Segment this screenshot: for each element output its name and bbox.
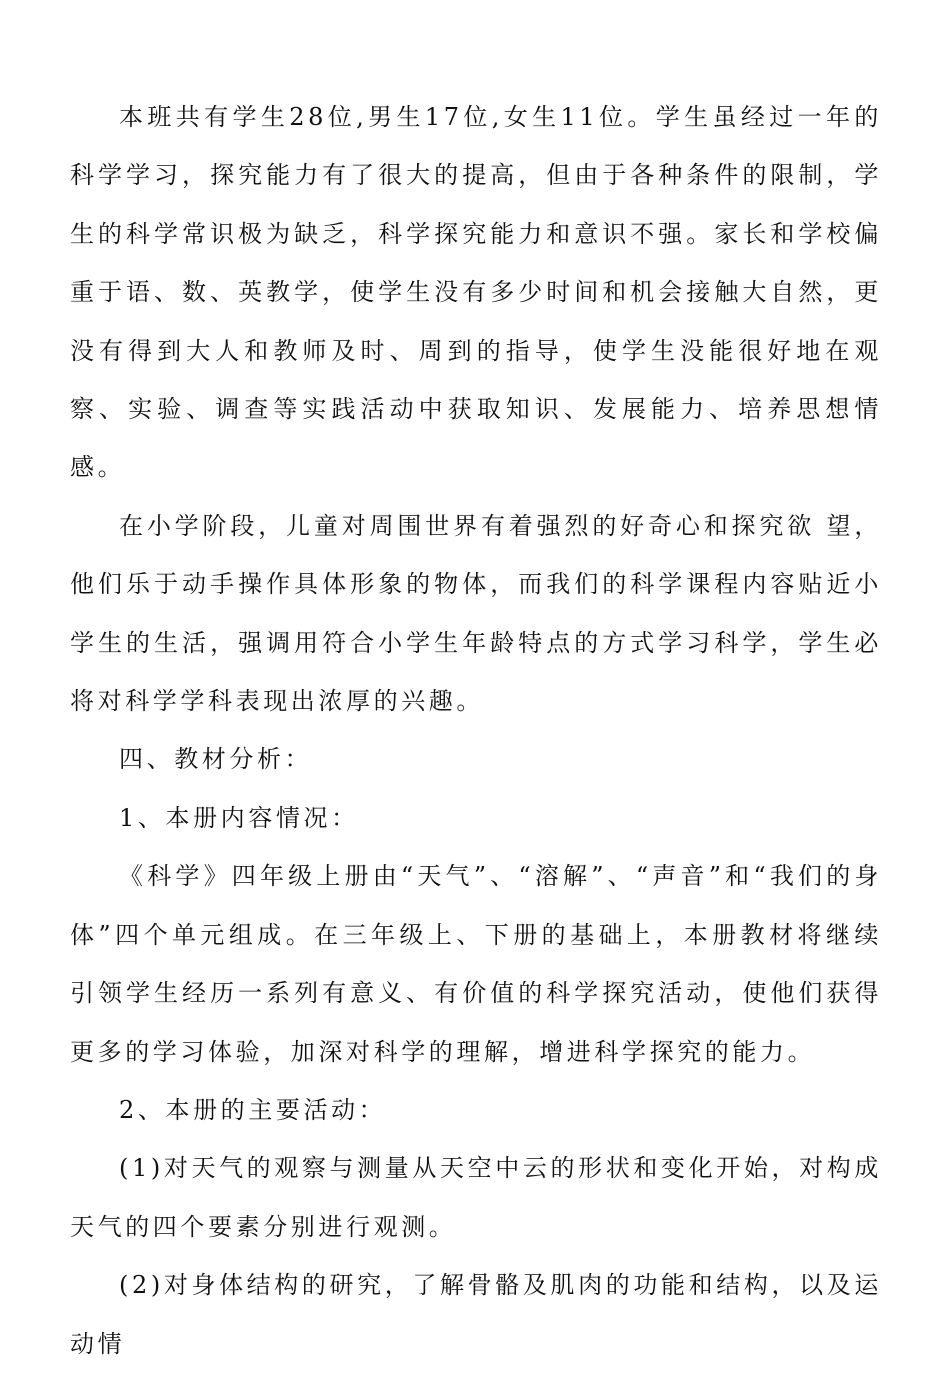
- paragraph-activity-weather: (1)对天气的观察与测量从天空中云的形状和变化开始，对构成天气的四个要素分别进行观测。: [70, 1154, 882, 1241]
- paragraph-volume-units: 《科学》四年级上册由“天气”、“溶解”、“声音”和“我们的身体”四个单元组成。在三年级上、下册的基础上，本册教材将继续引领学生经历一系列有意义、有价值的科学探究活动，使他们获得更多的学习体验，加深对科学的理解，增进科学探究的能力。: [70, 862, 882, 1066]
- subheading-volume-content: 1、本册内容情况：: [119, 803, 359, 832]
- subheading-main-activities: 2、本册的主要活动：: [119, 1095, 387, 1124]
- paragraph-child-interest: 在小学阶段，儿童对周围世界有着强烈的好奇心和探究欲 望，他们乐于动手操作具体形象的物体，而我们的科学课程内容贴近小学生的生活，强调用符合小学生年龄特点的方式学习科学，学生必将对科学学科表现出浓厚的兴趣。: [70, 511, 882, 716]
- heading-textbook-analysis: 四、教材分析：: [119, 745, 313, 774]
- paragraph-activity-body: (2)对身体结构的研究，了解骨骼及肌肉的功能和结构，以及运动情: [70, 1271, 882, 1358]
- paragraph-class-overview: 本班共有学生28位,男生17位,女生11位。学生虽经过一年的科学学习，探究能力有了很大的提高，但由于各种条件的限制，学生的科学常识极为缺乏，科学探究能力和意识不强。家长和学校偏重于语、数、英教学，使学生没有多少时间和机会接触大自然，更没有得到大人和教师及时、周到的指导，使学生没能很好地在观察、实验、调查等实践活动中获取知识、发展能力、培养思想情感。: [70, 103, 882, 482]
- document-body: [70, 88, 882, 1373]
